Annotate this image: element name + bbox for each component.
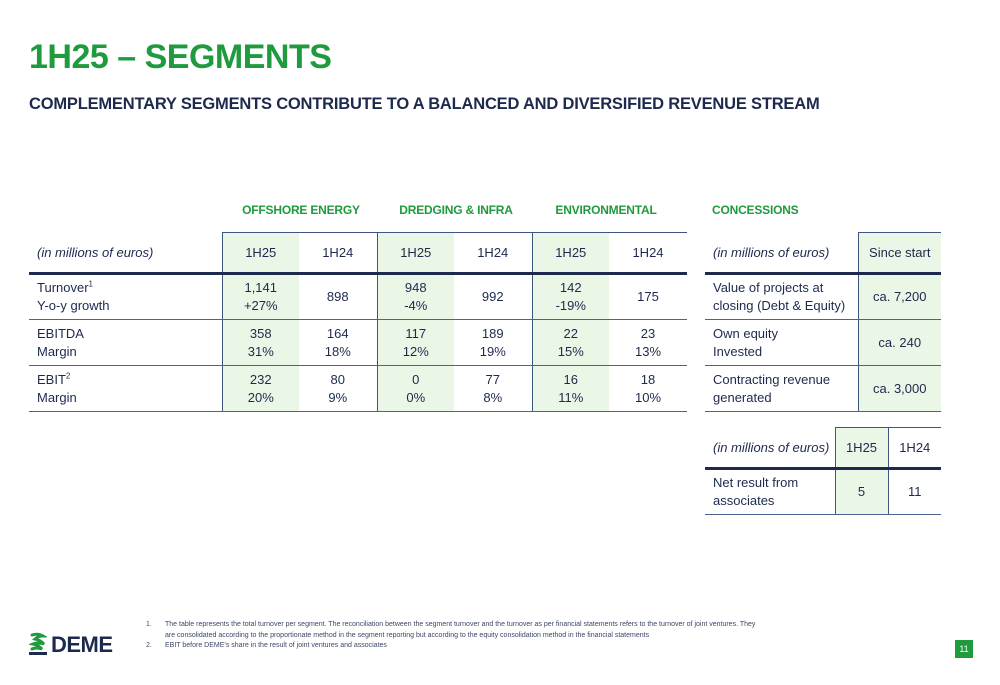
cell-value bbox=[454, 274, 532, 320]
cell-main: 23 bbox=[640, 325, 656, 341]
cell-value bbox=[299, 320, 377, 366]
cell-sub: -4% bbox=[404, 298, 428, 313]
cell-sub: 11% bbox=[558, 389, 584, 405]
cell-main: 232 bbox=[249, 371, 272, 387]
cell-main: 358 bbox=[249, 325, 272, 341]
cell-value bbox=[222, 274, 299, 320]
cell-value bbox=[454, 320, 532, 366]
col-header: 1H25 bbox=[377, 233, 454, 274]
table-row bbox=[705, 274, 941, 320]
cell-sub: 20% bbox=[247, 389, 274, 405]
logo-text: DEME bbox=[51, 632, 113, 657]
cell-main: 77 bbox=[485, 371, 500, 387]
cell-value: ca. 3,000 bbox=[858, 366, 941, 412]
cell-value bbox=[532, 366, 609, 412]
cell-main: 16 bbox=[563, 371, 578, 387]
row-label bbox=[29, 274, 222, 320]
cell-main: 117 bbox=[405, 325, 427, 341]
cell-sub: 9% bbox=[328, 389, 348, 405]
cell-sub: 31% bbox=[247, 343, 274, 359]
concessions-table bbox=[705, 232, 941, 412]
segments-table bbox=[29, 232, 687, 412]
col-header: 1H24 bbox=[454, 233, 532, 274]
table-row bbox=[29, 274, 687, 320]
page-subtitle: COMPLEMENTARY SEGMENTS CONTRIBUTE TO A BALANCED AND DIVERSIFIED REVENUE STREAM bbox=[29, 95, 820, 113]
col-header: 1H24 bbox=[888, 428, 941, 469]
cell-sub: 15% bbox=[557, 343, 584, 359]
cell-value bbox=[222, 320, 299, 366]
table-row bbox=[705, 366, 941, 412]
table-row bbox=[29, 320, 687, 366]
footnote-text: EBIT before DEME’s share in the result of joint ventures and associates bbox=[165, 642, 387, 649]
row-label-line2: closing (Debt & Equity) bbox=[713, 298, 846, 313]
segments-header-row bbox=[29, 233, 687, 274]
cell-sub: 10% bbox=[634, 389, 662, 405]
concessions-header-row bbox=[705, 233, 941, 274]
cell-sub: +27% bbox=[243, 298, 278, 313]
row-label bbox=[705, 469, 835, 515]
cell-sub: -19% bbox=[555, 298, 586, 313]
row-label-line2: Y-o-y growth bbox=[37, 298, 110, 313]
cell-sub: 19% bbox=[479, 343, 506, 359]
cell-value: 11 bbox=[888, 469, 941, 515]
associates-table bbox=[705, 427, 941, 515]
row-label-line1: Value of projects at bbox=[713, 280, 824, 295]
row-label-line2: Margin bbox=[37, 389, 77, 405]
row-label-line1: EBITDA bbox=[37, 325, 84, 341]
footnote-line: are consolidated according to the proportionate method in the segment reporting but according to the equity consolidation method in the financial statements bbox=[165, 631, 650, 639]
segment-heading-offshore: OFFSHORE ENERGY bbox=[242, 203, 360, 217]
cell-value bbox=[454, 366, 532, 412]
cell-main: 164 bbox=[326, 325, 349, 341]
col-header: 1H25 bbox=[532, 233, 609, 274]
associates-header-row bbox=[705, 428, 941, 469]
cell-main: 992 bbox=[481, 289, 504, 304]
concessions-heading: CONCESSIONS bbox=[712, 203, 799, 217]
cell-sub: 12% bbox=[402, 343, 429, 359]
cell-sub: 8% bbox=[483, 389, 503, 405]
row-label-line2: associates bbox=[713, 493, 775, 508]
cell-main: 948 bbox=[404, 280, 427, 295]
row-label bbox=[29, 320, 222, 366]
cell-main: 898 bbox=[326, 289, 349, 304]
row-label-line2: Margin bbox=[37, 343, 77, 359]
cell-sub: 18% bbox=[324, 343, 351, 359]
row-label-line1: Turnover bbox=[37, 280, 89, 295]
row-label bbox=[705, 366, 858, 412]
col-header: 1H25 bbox=[222, 233, 299, 274]
cell-sub: 0% bbox=[406, 389, 426, 405]
footnote bbox=[146, 620, 755, 641]
row-label-line1: Contracting revenue bbox=[713, 371, 831, 387]
cell-value bbox=[222, 366, 299, 412]
col-header: 1H24 bbox=[609, 233, 687, 274]
unit-label: (in millions of euros) bbox=[29, 233, 222, 274]
cell-value bbox=[377, 274, 454, 320]
row-label bbox=[705, 274, 858, 320]
row-label-line1: Own equity bbox=[713, 325, 779, 341]
cell-main: 22 bbox=[563, 325, 578, 341]
col-header: 1H25 bbox=[835, 428, 888, 469]
cell-value bbox=[299, 366, 377, 412]
cell-value bbox=[609, 320, 687, 366]
segment-heading-dredging: DREDGING & INFRA bbox=[399, 203, 513, 217]
deme-logo bbox=[29, 632, 113, 658]
table-row bbox=[705, 469, 941, 515]
cell-value bbox=[609, 274, 687, 320]
cell-sub: 13% bbox=[634, 343, 662, 359]
cell-main: 175 bbox=[637, 289, 659, 304]
table-row bbox=[29, 366, 687, 412]
page-title: 1H25 – SEGMENTS bbox=[29, 38, 332, 76]
row-label-line2: generated bbox=[713, 389, 772, 405]
page-number: 11 bbox=[955, 640, 973, 658]
row-label-line1: EBIT bbox=[37, 371, 66, 387]
cell-main: 80 bbox=[330, 371, 345, 387]
cell-value bbox=[377, 320, 454, 366]
unit-label: (in millions of euros) bbox=[705, 428, 835, 469]
cell-value bbox=[377, 366, 454, 412]
deme-wave-icon bbox=[29, 632, 47, 658]
footnotes bbox=[146, 620, 755, 652]
cell-value: ca. 240 bbox=[858, 320, 941, 366]
col-header: 1H24 bbox=[299, 233, 377, 274]
segment-heading-environmental: ENVIRONMENTAL bbox=[555, 203, 657, 217]
cell-main: 18 bbox=[640, 371, 656, 387]
cell-value bbox=[532, 274, 609, 320]
cell-value: ca. 7,200 bbox=[858, 274, 941, 320]
footnote-number: 1. bbox=[146, 621, 152, 628]
footnote-number: 2. bbox=[146, 642, 152, 649]
table-row bbox=[705, 320, 941, 366]
cell-main: 189 bbox=[481, 325, 504, 341]
footnote-ref: 1 bbox=[88, 279, 93, 289]
footnote-line: The table represents the total turnover per segment. The reconciliation between the segment turnover and the turnover as per financial statements refers to the turnover of joint ventures. They bbox=[165, 621, 756, 628]
footnote bbox=[146, 641, 755, 652]
cell-value bbox=[299, 274, 377, 320]
cell-value: 5 bbox=[835, 469, 888, 515]
cell-main: 142 bbox=[559, 280, 582, 295]
row-label-line1: Net result from bbox=[713, 475, 799, 490]
cell-value bbox=[609, 366, 687, 412]
cell-main: 0 bbox=[412, 371, 420, 387]
row-label bbox=[29, 366, 222, 412]
footnote-text bbox=[165, 620, 755, 641]
cell-value bbox=[532, 320, 609, 366]
cell-main: 1,141 bbox=[244, 280, 278, 295]
footnote-ref: 2 bbox=[65, 371, 71, 381]
col-header: Since start bbox=[858, 233, 941, 274]
unit-label: (in millions of euros) bbox=[705, 233, 858, 274]
row-label-line2: Invested bbox=[713, 343, 763, 359]
row-label bbox=[705, 320, 858, 366]
